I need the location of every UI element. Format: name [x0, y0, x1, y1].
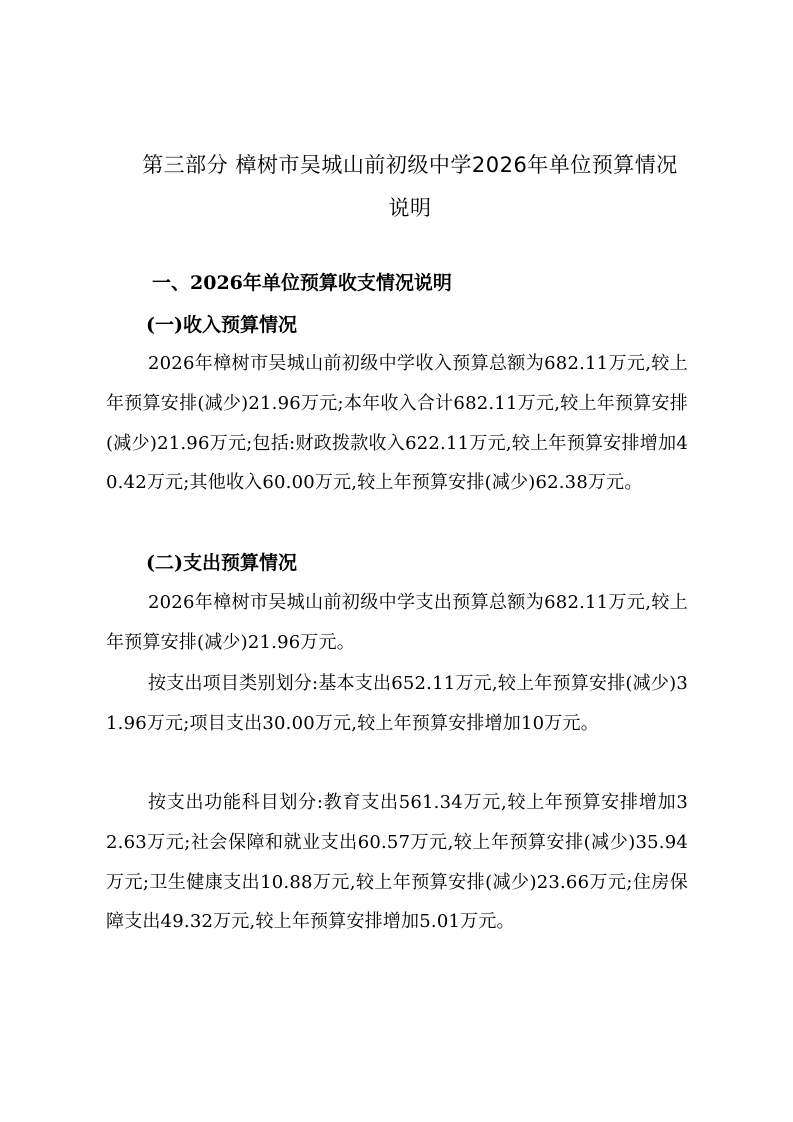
- expense-total-paragraph: 2026年樟树市吴城山前初级中学支出预算总额为682.11万元,较上年预算安排(减少)21.96万元。: [106, 592, 688, 653]
- document-title: 第三部分 樟树市吴城山前初级中学2026年单位预算情况: [142, 153, 678, 177]
- expense-by-function-paragraph: 按支出功能科目划分:教育支出561.34万元,较上年预算安排增加32.63万元;社会保障和就业支出60.57万元,较上年预算安排(减少)35.94万元;卫生健康支出10.88万元,较上年预算安排(减少)23.66万元;住房保障支出49.32万元,较上年预算安排增加5.01万元。: [106, 792, 688, 933]
- subsection-heading-expense: (二)支出预算情况: [146, 552, 297, 574]
- subsection-heading-income: (一)收入预算情况: [146, 314, 297, 336]
- section-heading-budget-overview: 一、2026年单位预算收支情况说明: [152, 272, 452, 294]
- income-paragraph: 2026年樟树市吴城山前初级中学收入预算总额为682.11万元,较上年预算安排(减少)21.96万元;本年收入合计682.11万元,较上年预算安排(减少)21.96万元;包括:财政拨款收入622.11万元,较上年预算安排增加40.42万元;其他收入60.00万元,较上年预算安排(减少)62.38万元。: [106, 353, 688, 494]
- expense-by-project-paragraph: 按支出项目类别划分:基本支出652.11万元,较上年预算安排(减少)31.96万元;项目支出30.00万元,较上年预算安排增加10万元。: [106, 673, 688, 734]
- document-title-continuation: 说明: [388, 196, 432, 220]
